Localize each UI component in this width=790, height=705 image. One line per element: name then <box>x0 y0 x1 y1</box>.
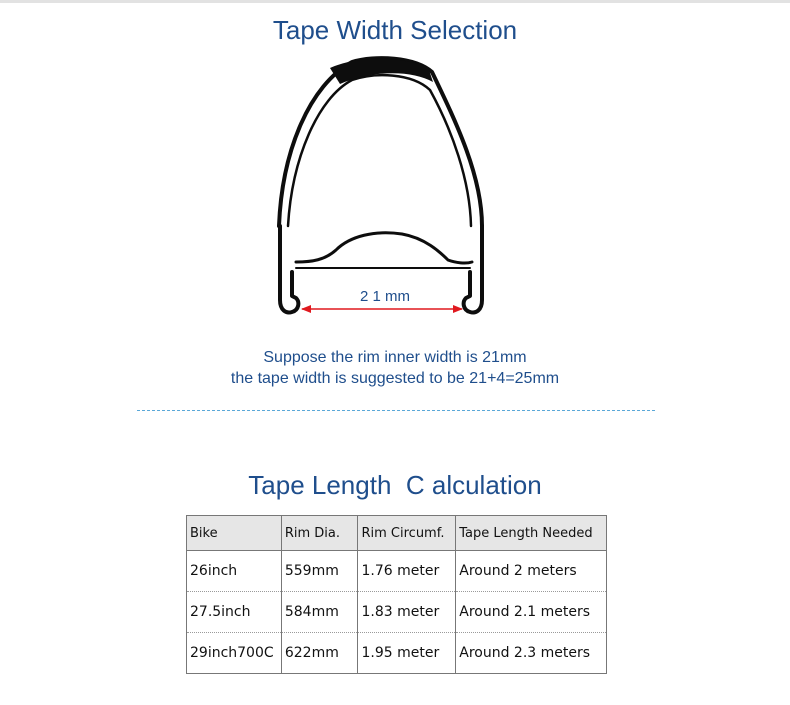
table-row <box>187 592 607 633</box>
section-title-tape-width: Tape Width Selection <box>272 15 518 45</box>
cell-rim-diameter: 559mm <box>281 551 358 592</box>
section-divider <box>137 410 655 411</box>
cell-rim-circumference: 1.95 meter <box>358 633 456 674</box>
caption-line-1: Suppose the rim inner width is 21mm <box>263 349 527 366</box>
cell-bike: 26inch <box>187 551 282 592</box>
table-row <box>187 551 607 592</box>
cell-tape-length: Around 2 meters <box>456 551 607 592</box>
tape-length-table <box>186 515 607 674</box>
header-rim-circumference: Rim Circumf. <box>358 516 456 551</box>
cell-rim-circumference: 1.76 meter <box>358 551 456 592</box>
cell-rim-diameter: 584mm <box>281 592 358 633</box>
header-tape-length: Tape Length Needed <box>456 516 607 551</box>
cell-bike: 27.5inch <box>187 592 282 633</box>
cell-bike: 29inch700C <box>187 633 282 674</box>
cell-rim-diameter: 622mm <box>281 633 358 674</box>
rim-cross-section-diagram <box>0 0 790 340</box>
header-bike: Bike <box>187 516 282 551</box>
caption-line-2: the tape width is suggested to be 21+4=25mm <box>230 370 560 387</box>
table-header-row <box>187 516 607 551</box>
header-rim-diameter: Rim Dia. <box>281 516 358 551</box>
table-row <box>187 633 607 674</box>
cell-rim-circumference: 1.83 meter <box>358 592 456 633</box>
rim-outline <box>279 58 482 312</box>
section-title-tape-length: Tape Length C alculation <box>248 470 542 500</box>
cell-tape-length: Around 2.3 meters <box>456 633 607 674</box>
cell-tape-length: Around 2.1 meters <box>456 592 607 633</box>
width-dimension-label: 2 1 mm <box>359 288 411 305</box>
